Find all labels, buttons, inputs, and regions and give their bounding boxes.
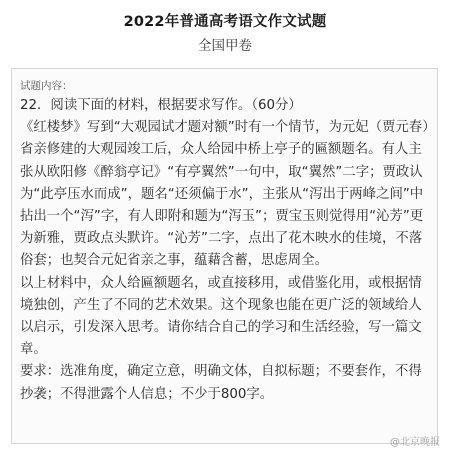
page-title: 2022年普通高考语文作文试题 [123,14,327,30]
requirements-paragraph: 要求：选准角度，确定立意，明确文体，自拟标题；不要套作，不得抄袭；不得泄露个人信息；不少于800字。 [20,364,422,402]
content-label: 试题内容： [20,80,73,92]
material-paragraph: 《红楼梦》写到“大观园试才题对额”时有一个情节，为元妃（贾元春）省亲修建的大观园竣工后，众人给园中桥上亭子的匾额题名。有人主张从欧阳修《醉翁亭记》“有亭翼然”一句中，取“翼然”二字；贾政认为“此亭压水而成”，题名“还须偏于水”，主张从“泻出于两峰之间”中拈出一个“泻”字，有人即附和题为“泻玉”；贾宝玉则觉得用“沁芳”更为新雅，贾政点头默许。“沁芳”二字，点出了花木映水的佳境，不落俗套；也契合元妃省亲之事，蕴藉含蓄，思虑周全。 [20,120,429,269]
watermark: @北京晚报 [390,437,440,448]
question-content [20,95,434,406]
reflection-paragraph: 以上材料中，众人给匾额题名，或直接移用，或借鉴化用，或根据情境独创，产生了不同的艺术效果。这个现象也能在更广泛的领域给人以启示，引发深入思考。请你结合自己的学习和生活经验，写一篇文章。 [20,275,422,358]
page-subtitle: 全国甲卷 [198,38,252,54]
question-heading: 22．阅读下面的材料，根据要求写作。（60分） [20,98,302,113]
